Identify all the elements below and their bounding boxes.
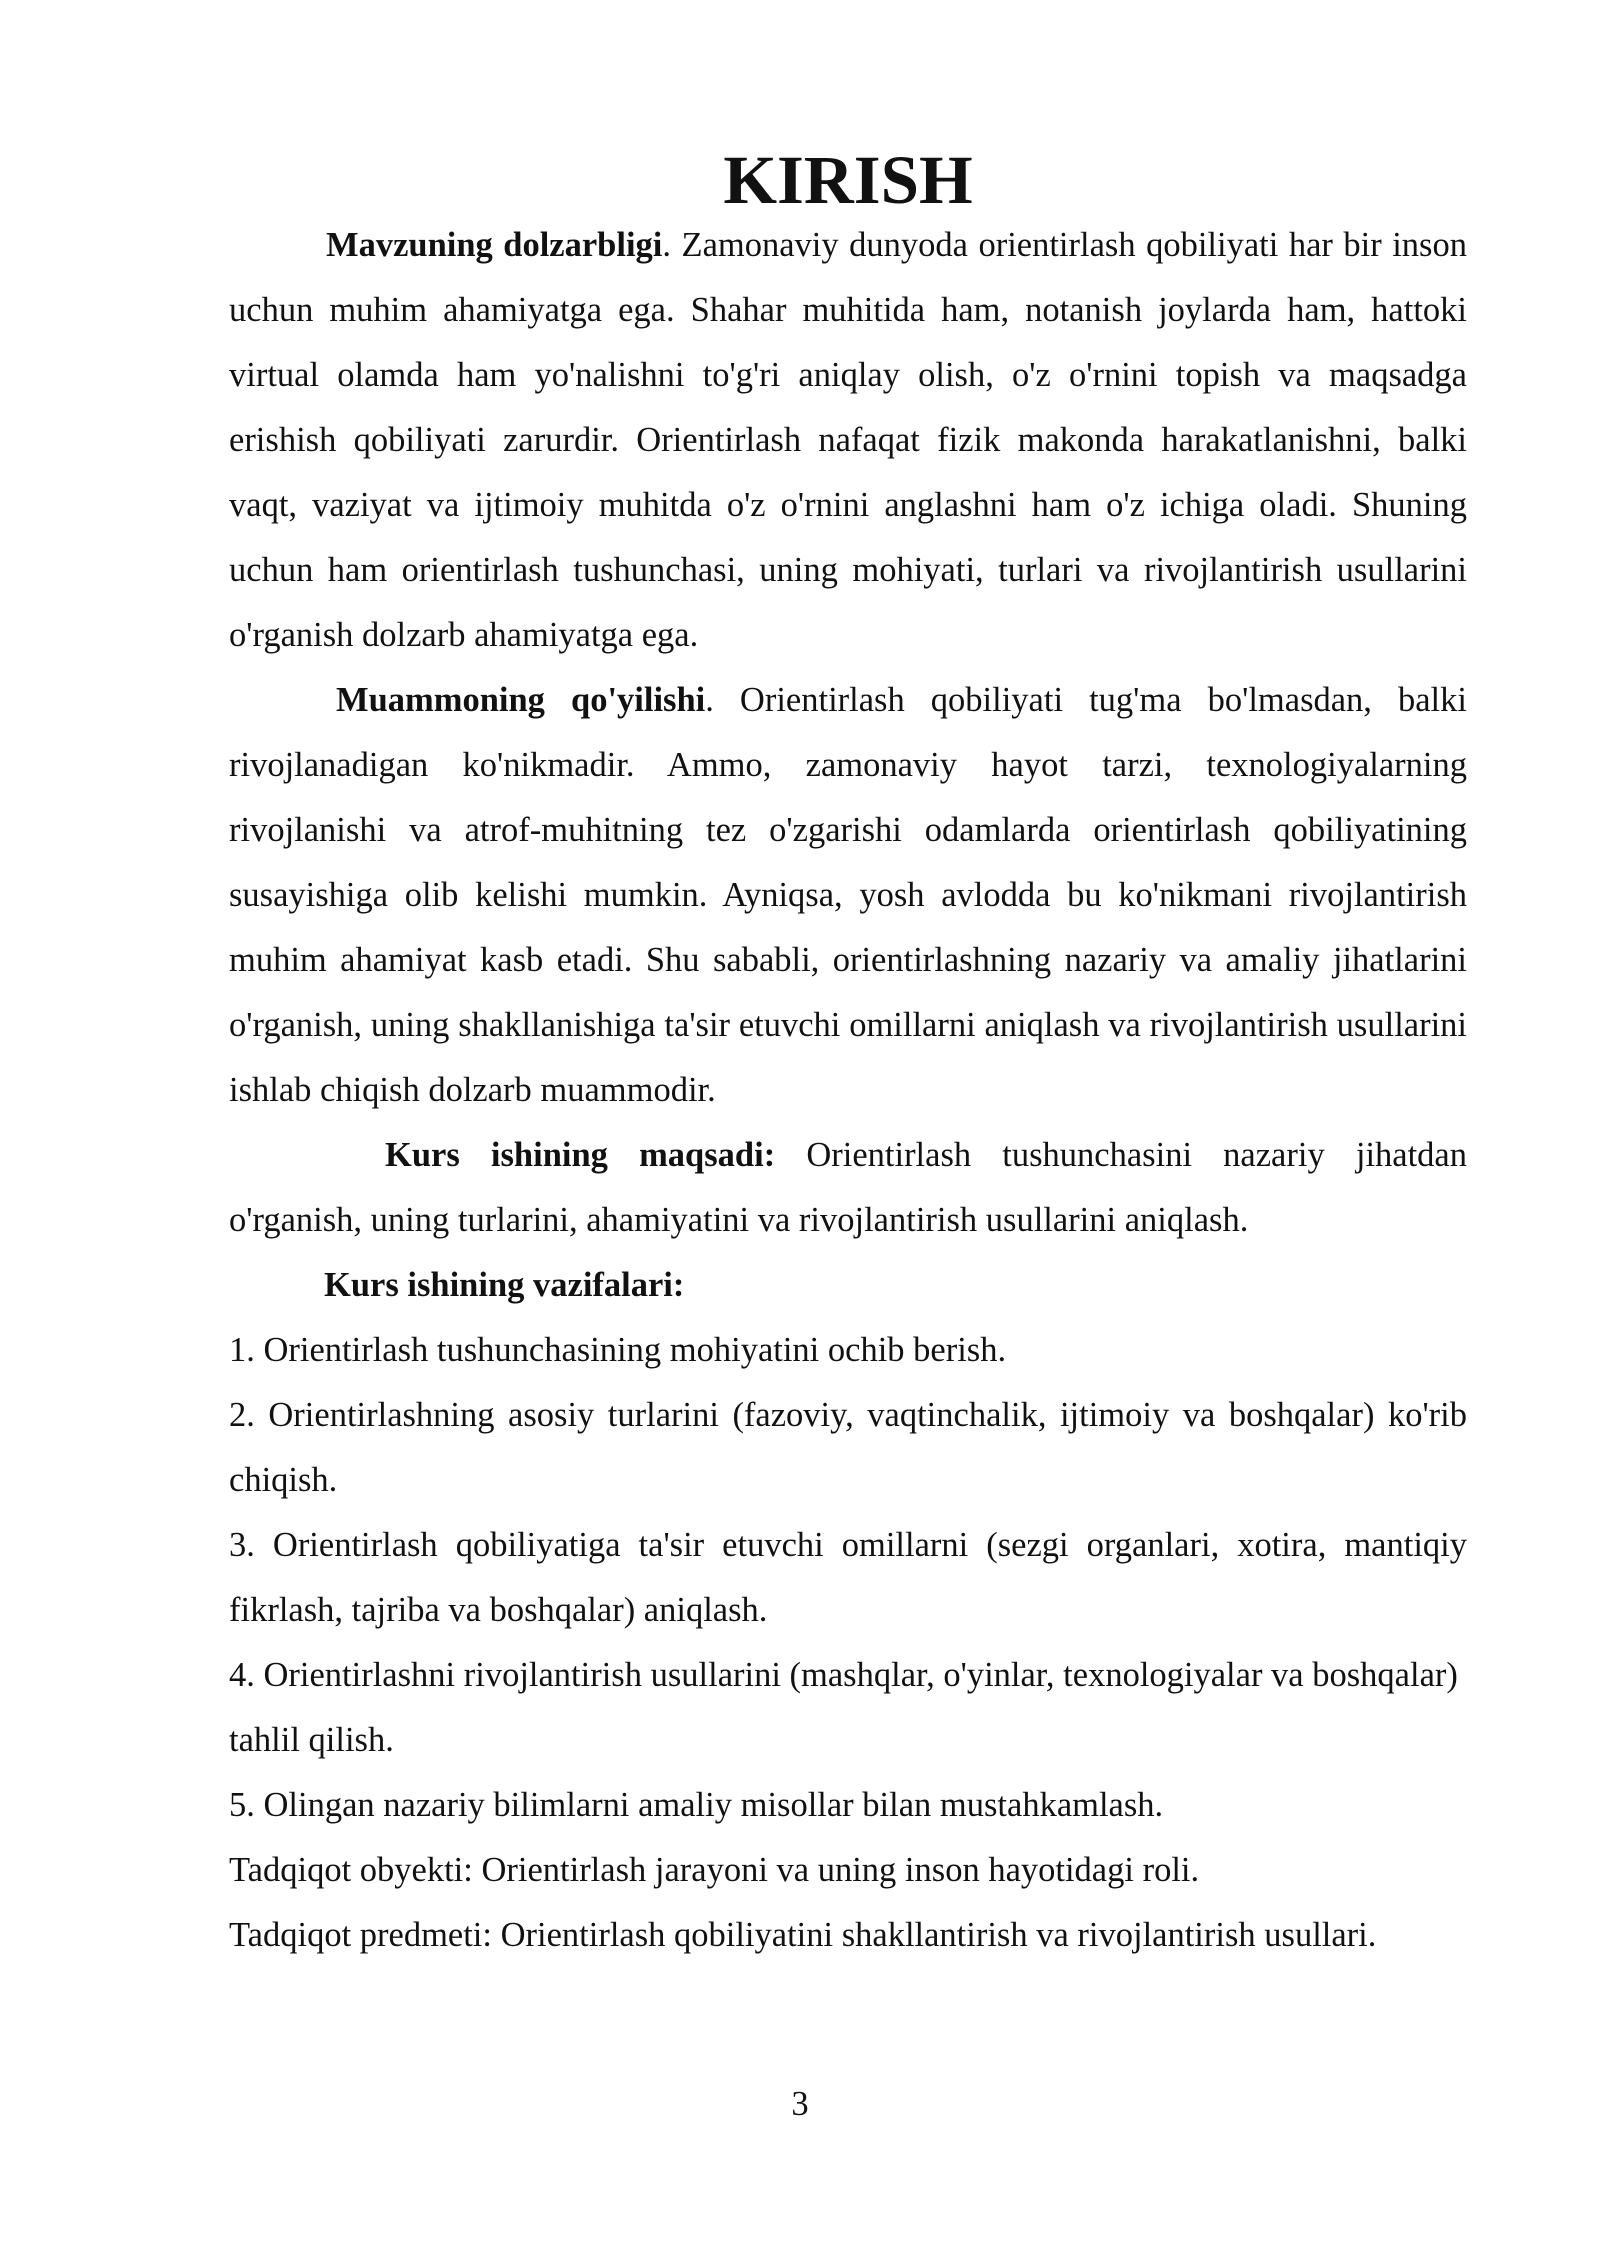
tasks-list <box>229 1318 1467 1838</box>
goal-label: Kurs ishining maqsadi: <box>385 1136 776 1174</box>
task-item-2: 2. Orientirlashning asosiy turlarini (fazoviy, vaqtinchalik, ijtimoiy va boshqalar) ko'rib chiqish. <box>229 1396 1467 1499</box>
task-item-5: 5. Olingan nazariy bilimlarni amaliy misollar bilan mustahkamlash. <box>229 1786 1164 1824</box>
goal-text: Orientirlash tushunchasini nazariy jihatdan o'rganish, uning turlarini, ahamiyatini va rivojlantirish usullarini aniqlash. <box>229 1136 1467 1239</box>
problem-paragraph <box>229 668 1467 1123</box>
relevance-label: Mavzuning dolzarbligi <box>326 226 663 264</box>
tasks-heading-paragraph <box>229 1253 1467 1318</box>
task-item-4: 4. Orientirlashni rivojlantirish usullarini (mashqlar, o'yinlar, texnologiyalar va boshqalar) tahlil qilish. <box>229 1656 1458 1759</box>
page-content <box>229 142 1467 1968</box>
section-heading: KIRISH <box>723 142 973 218</box>
task-item-3: 3. Orientirlash qobiliyatiga ta'sir etuvchi omillarni (sezgi organlari, xotira, mantiqiy fikrlash, tajriba va boshqalar) aniqlash. <box>229 1526 1467 1629</box>
research-object: Tadqiqot obyekti: Orientirlash jarayoni va uning inson hayotidagi roli. <box>229 1851 1200 1889</box>
goal-paragraph <box>229 1123 1467 1253</box>
research-subject: Tadqiqot predmeti: Orientirlash qobiliyatini shakllantirish va rivojlantirish usullari. <box>229 1916 1377 1954</box>
problem-text: . Orientirlash qobiliyati tug'ma bo'lmasdan, balki rivojlanadigan ko'nikmadir. Ammo, zamonaviy hayot tarzi, texnologiyalarning rivojlanishi va atrof-muhitning tez o'zgarishi odamlarda orientirlash qobiliyatining susayishiga olib kelishi mumkin. Ayniqsa, yosh avlodda bu ko'nikmani rivojlantirish muhim ahamiyat kasb etadi. Shu sababli, orientirlashning nazariy va amaliy jihatlarini o'rganish, uning shakllanishiga ta'sir etuvchi omillarni aniqlash va rivojlantirish usullarini ishlab chiqish dolzarb muammodir. <box>229 681 1467 1109</box>
task-item-1: 1. Orientirlash tushunchasining mohiyatini ochib berish. <box>229 1331 1007 1369</box>
page-number: 3 <box>791 2085 809 2123</box>
relevance-paragraph <box>229 213 1467 668</box>
relevance-text: . Zamonaviy dunyoda orientirlash qobiliyati har bir inson uchun muhim ahamiyatga ega. Shahar muhitida ham, notanish joylarda ham, hattoki virtual olamda ham yo'nalishni to'g'ri aniqlay olish, o'z o'rnini topish va maqsadga erishish qobiliyati zarurdir. Orientirlash nafaqat fizik makonda harakatlanishni, balki vaqt, vaziyat va ijtimoiy muhitda o'z o'rnini anglashni ham o'z ichiga oladi. Shuning uchun ham orientirlash tushunchasi, uning mohiyati, turlari va rivojlantirish usullarini o'rganish dolzarb ahamiyatga ega. <box>229 226 1467 654</box>
tasks-heading: Kurs ishining vazifalari: <box>324 1266 685 1304</box>
problem-label: Muammoning qo'yilishi <box>336 681 706 719</box>
